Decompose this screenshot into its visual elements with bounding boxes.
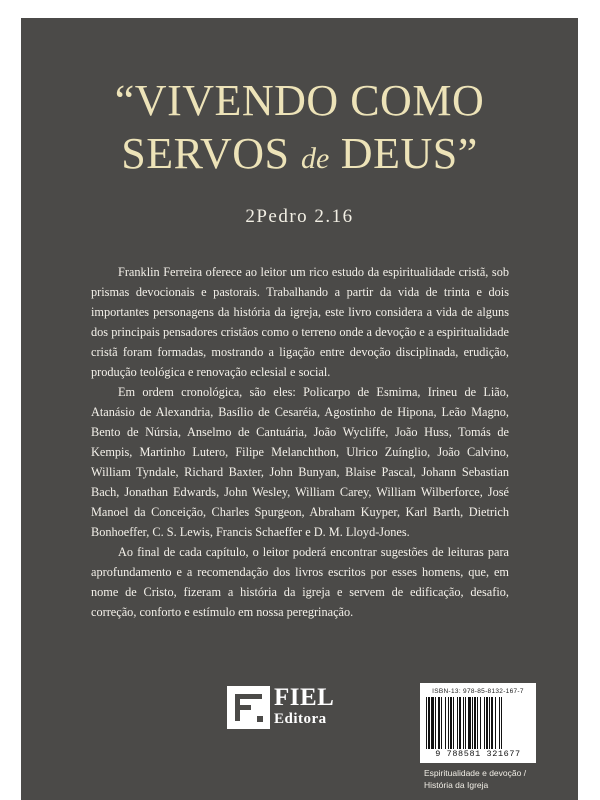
barcode-block <box>420 683 536 763</box>
category-line-1: Espiritualidade e devoção / <box>424 768 527 778</box>
title-de: de <box>300 142 330 175</box>
book-title <box>21 74 578 185</box>
publisher-name: FIEL <box>274 684 335 711</box>
paragraph-closing: Ao final de cada capítulo, o leitor poderá encontrar sugestões de leituras para aprofundamento e a recomendação dos livros escritos por esses homens, que, em nome de Cristo, fizeram a história da igreja e servem de edificação, desafio, correção, conforto e estímulo em nossa peregrinação. <box>91 545 509 619</box>
paragraph-list: Em ordem cronológica, são eles: Policarpo de Esmirna, Irineu de Lião, Atanásio de Alexandria, Basílio de Cesaréia, Agostinho de Hipona, Leão Magno, Bento de Núrsia, Anselmo de Cantuária, João Wycliffe, João Huss, Tomás de Kempis, Martinho Lutero, Filipe Melanchthon, Ulrico Zuínglio, João Calvino, William Tyndale, Richard Baxter, John Bunyan, Blaise Pascal, Johann Sebastian Bach, Jonathan Edwards, John Wesley, William Carey, William Wilberforce, José Manoel da Conceição, Charles Spurgeon, Abraham Kuyper, Karl Barth, Dietrich Bonhoeffer, C. S. Lewis, Francis Schaeffer e D. M. Lloyd-Jones. <box>91 385 509 539</box>
back-cover <box>21 18 578 800</box>
title-deus: DEUS” <box>329 129 478 178</box>
fiel-logo-icon <box>227 686 270 729</box>
title-line-1: “VIVENDO COMO <box>114 76 485 125</box>
barcode-icon <box>426 697 530 749</box>
category-line-2: História da Igreja <box>424 780 489 790</box>
bible-reference: 2Pedro 2.16 <box>245 206 354 227</box>
publisher-logo <box>227 686 334 729</box>
book-category <box>424 767 554 791</box>
paragraph-intro: Franklin Ferreira oferece ao leitor um rico estudo da espiritualidade cristã, sob prismas devocionais e pastorais. Trabalhando a partir da vida de trinta e dois importantes personagens da história da igreja, este livro considera a vida de alguns dos principais pensadores cristãos como o terreno onde a devoção e a espiritualidade cristã foram formadas, mostrando a ligação entre devoção disciplinada, erudição, produção teológica e renovação eclesial e social. <box>91 265 509 379</box>
ean-number: 9 788581 321677 <box>435 749 521 759</box>
title-line-2 <box>21 127 578 185</box>
title-servos: SERVOS <box>121 129 301 178</box>
isbn-number: ISBN-13: 978-85-8132-167-7 <box>432 688 524 695</box>
publisher-subtitle: Editora <box>274 711 327 727</box>
synopsis <box>91 262 509 622</box>
